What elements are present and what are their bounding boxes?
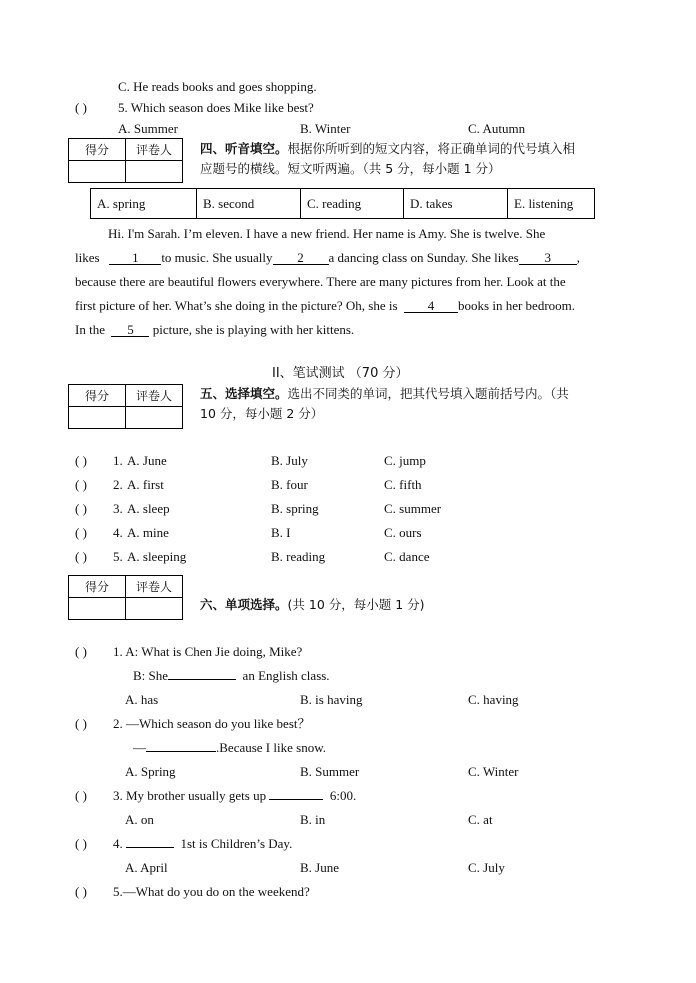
score-label: 得分 xyxy=(69,385,126,407)
option-b: B. Winter xyxy=(300,121,351,136)
answer-paren[interactable]: ( ) xyxy=(75,788,87,803)
question-stem: 4. 1st is Children’s Day. xyxy=(113,836,293,851)
option-c: C. July xyxy=(468,860,505,875)
blank-2[interactable]: 2 xyxy=(273,251,329,265)
section-5-instruction: 选出不同类的单词，把其代号填入题前括号内。（共 xyxy=(287,386,569,401)
score-cell[interactable] xyxy=(69,598,126,620)
option-a: A. on xyxy=(125,812,154,827)
question-stem: 5. Which season does Mike like best? xyxy=(118,100,314,115)
option-a: A. first xyxy=(127,477,164,492)
option-b: B. is having xyxy=(300,692,363,707)
passage-line: In the 5 picture, she is playing with her kittens. xyxy=(75,322,355,337)
option-b: B. in xyxy=(300,812,326,827)
option-c: C. Autumn xyxy=(468,121,526,136)
blank-1[interactable]: 1 xyxy=(109,251,161,265)
section-5-title: 五、选择填空。 xyxy=(200,386,288,401)
section-6-title: 六、单项选择。 xyxy=(200,597,288,612)
item-number: 3. xyxy=(113,501,123,516)
section-6-instruction: (共 10 分，每小题 1 分) xyxy=(287,597,425,612)
passage-line: because there are beautiful flowers everywhere. There are many pictures from her. Look at the xyxy=(75,274,566,289)
option-b: B. four xyxy=(271,477,308,492)
score-label: 得分 xyxy=(69,576,126,598)
option-b: B. I xyxy=(271,525,291,540)
passage-line: likes 1 to music. She usually 2 a dancing class on Sunday. She likes 3 , xyxy=(75,250,580,265)
question-stem: 3. My brother usually gets up 6:00. xyxy=(113,788,357,803)
option-a: A. April xyxy=(125,860,168,875)
option-b: B. spring xyxy=(271,501,319,516)
score-cell[interactable] xyxy=(69,407,126,429)
option-c: C. Winter xyxy=(468,764,519,779)
item-number: 5. xyxy=(113,549,123,564)
section-4-instruction: 根据你所听到的短文内容，将正确单词的代号填入相 xyxy=(287,141,576,156)
grader-cell[interactable] xyxy=(126,598,183,620)
section-4-title: 四、听音填空。 xyxy=(200,141,288,156)
section-4-heading xyxy=(200,143,575,156)
option-c: C. summer xyxy=(384,501,442,516)
passage-line: first picture of her. What’s she doing in the picture? Oh, she is 4 books in her bedroom. xyxy=(75,298,576,313)
grader-label: 评卷人 xyxy=(126,576,183,598)
question-stem: 1. A: What is Chen Jie doing, Mike? xyxy=(113,644,303,659)
option-c: C. fifth xyxy=(384,477,422,492)
blank-4[interactable]: 4 xyxy=(404,299,458,313)
answer-paren[interactable]: ( ) xyxy=(75,525,87,540)
answer-paren[interactable]: ( ) xyxy=(75,549,87,564)
option-b: B. July xyxy=(271,453,308,468)
option-a: A. Spring xyxy=(125,764,176,779)
answer-paren[interactable]: ( ) xyxy=(75,836,87,851)
section-4-instruction-2: 应题号的横线。短文听两遍。（共 5 分，每小题 1 分） xyxy=(200,161,501,176)
answer-paren[interactable]: ( ) xyxy=(75,884,87,899)
option-a: A. Summer xyxy=(118,121,178,136)
word-option: E. listening xyxy=(508,189,595,219)
question-line: — .Because I like snow. xyxy=(133,740,326,755)
option-c: C. ours xyxy=(384,525,422,540)
option-c: C. jump xyxy=(384,453,426,468)
answer-blank[interactable] xyxy=(126,847,174,848)
option-c-text: C. He reads books and goes shopping. xyxy=(118,79,317,94)
option-b: B. June xyxy=(300,860,339,875)
answer-paren[interactable]: ( ) xyxy=(75,100,87,115)
answer-blank[interactable] xyxy=(269,799,323,800)
word-option: D. takes xyxy=(404,189,508,219)
score-label: 得分 xyxy=(69,139,126,161)
answer-paren[interactable]: ( ) xyxy=(75,644,87,659)
score-box xyxy=(68,575,183,620)
option-a: A. has xyxy=(125,692,159,707)
question-line: B: She an English class. xyxy=(133,668,330,683)
word-bank xyxy=(90,188,595,219)
option-a: A. sleep xyxy=(127,501,170,516)
grader-label: 评卷人 xyxy=(126,139,183,161)
option-c: C. having xyxy=(468,692,519,707)
question-stem: 2. —Which season do you like best？ xyxy=(113,716,311,731)
item-number: 2. xyxy=(113,477,123,492)
word-option: C. reading xyxy=(301,189,404,219)
option-b: B. reading xyxy=(271,549,326,564)
option-c: C. dance xyxy=(384,549,430,564)
option-b: B. Summer xyxy=(300,764,360,779)
item-number: 1. xyxy=(113,453,123,468)
grader-label: 评卷人 xyxy=(126,385,183,407)
passage-line: Hi. I'm Sarah. I’m eleven. I have a new friend. Her name is Amy. She is twelve. She xyxy=(108,226,546,241)
answer-paren[interactable]: ( ) xyxy=(75,453,87,468)
answer-blank[interactable] xyxy=(168,679,236,680)
score-box xyxy=(68,138,183,183)
answer-paren[interactable]: ( ) xyxy=(75,501,87,516)
option-a: A. sleeping xyxy=(127,549,187,564)
answer-paren[interactable]: ( ) xyxy=(75,477,87,492)
answer-blank[interactable] xyxy=(146,751,216,752)
grader-cell[interactable] xyxy=(126,161,183,183)
part-2-title: II、笔试测试 （70 分） xyxy=(272,366,409,381)
option-a: A. June xyxy=(127,453,167,468)
section-5-heading xyxy=(200,388,569,401)
score-cell[interactable] xyxy=(69,161,126,183)
question-stem: 5.—What do you do on the weekend? xyxy=(113,884,310,899)
item-number: 4. xyxy=(113,525,123,540)
option-c: C. at xyxy=(468,812,493,827)
section-6-heading xyxy=(200,599,425,612)
option-a: A. mine xyxy=(127,525,169,540)
word-option: B. second xyxy=(197,189,301,219)
blank-5[interactable]: 5 xyxy=(111,323,149,337)
score-box xyxy=(68,384,183,429)
word-option: A. spring xyxy=(91,189,197,219)
grader-cell[interactable] xyxy=(126,407,183,429)
section-5-instruction-2: 10 分，每小题 2 分） xyxy=(200,406,324,421)
blank-3[interactable]: 3 xyxy=(519,251,577,265)
answer-paren[interactable]: ( ) xyxy=(75,716,87,731)
